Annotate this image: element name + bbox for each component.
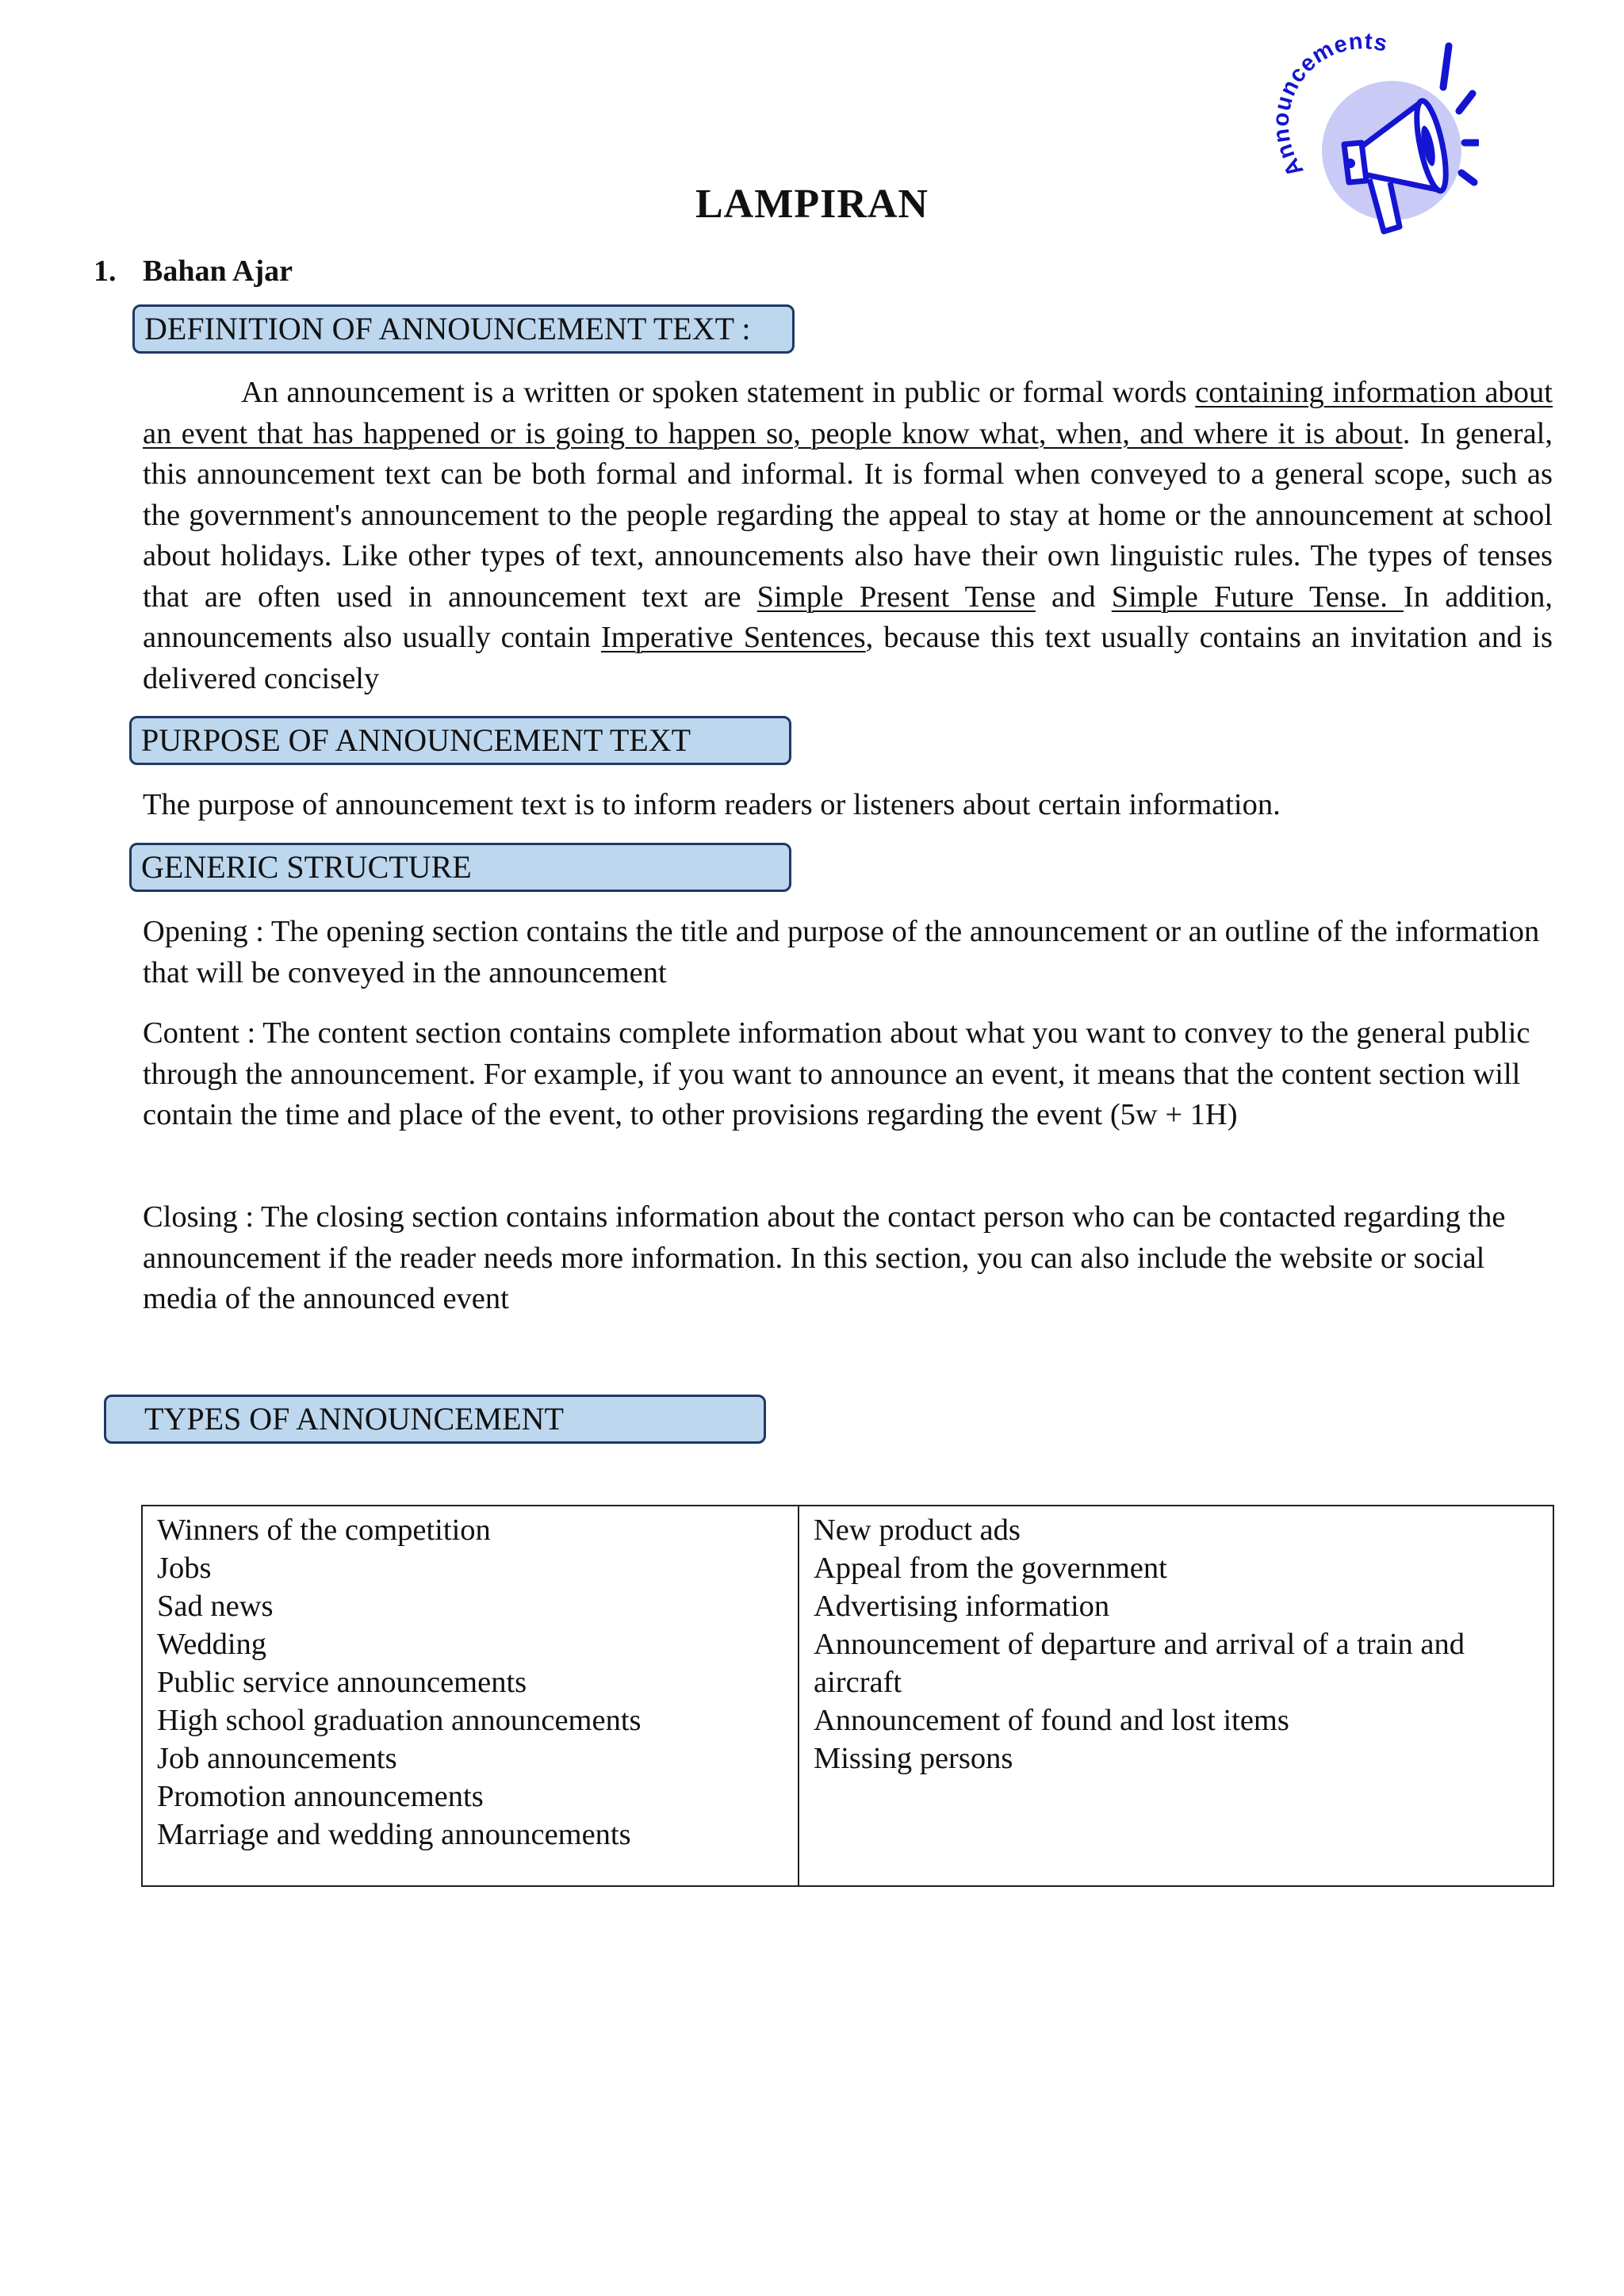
section-number: 1. [94,254,117,288]
definition-paragraph [143,373,1553,699]
list-item: Promotion announcements [157,1780,484,1813]
section-heading: Bahan Ajar [143,254,293,288]
content-paragraph: Content : The content section contains complete information about what you want to convey to the general public through the announcement. For example, if you want to announce an event, it means that the content section will contain the time and place of the event, to other provisions regarding the event (5w + 1H) [143,1016,1530,1131]
definition-text-2: . In general, this announcement text can be both formal and informal. It is formal when conveyed to a general scope, such as the government's announcement to the people regarding the appeal to stay at home or the announcement at school about holidays. Like other types of text, announcements also have their own linguistic rules. The types of tenses that are often used in announcement text are [143,416,1553,614]
list-item: Announcement of found and lost items [814,1704,1289,1737]
definition-label: DEFINITION OF ANNOUNCEMENT TEXT : [132,304,795,354]
generic-structure-label: GENERIC STRUCTURE [129,843,791,892]
closing-paragraph: Closing : The closing section contains information about the contact person who can be contacted regarding the announcement if the reader needs more information. In this section, you can also include the website or social media of the announced event [143,1200,1506,1315]
types-table [141,1505,1554,1887]
list-item: Winners of the competition [157,1513,491,1547]
opening-paragraph: Opening : The opening section contains the title and purpose of the announcement or an outline of the information that will be conveyed in the announcement [143,915,1540,989]
definition-underline-2: Simple Present Tense [756,580,1036,614]
list-item: Appeal from the government [814,1552,1167,1585]
list-item: Announcement of departure and arrival of a train and aircraft [814,1628,1465,1699]
list-item: High school graduation announcements [157,1704,642,1737]
types-right-column [799,1506,1553,1885]
list-item: Missing persons [814,1742,1013,1775]
list-item: Jobs [157,1552,212,1585]
list-item: Advertising information [814,1590,1110,1623]
definition-underline-3: Simple Future Tense. [1111,580,1404,614]
list-item: Wedding [157,1628,267,1661]
list-item: Sad news [157,1590,274,1623]
definition-text-5: , because this text usually contains an invitation and is delivered concisely [143,621,1553,695]
list-item: Job announcements [157,1742,397,1775]
definition-underline-4: Imperative Sentences [600,621,866,654]
page-title: LAMPIRAN [695,182,929,227]
list-item: New product ads [814,1513,1021,1547]
purpose-paragraph: The purpose of announcement text is to inform readers or listeners about certain information. [143,788,1281,821]
purpose-label: PURPOSE OF ANNOUNCEMENT TEXT [129,716,791,765]
list-item: Marriage and wedding announcements [157,1818,631,1851]
types-label: TYPES OF ANNOUNCEMENT [104,1395,766,1444]
types-left-column [143,1506,799,1885]
definition-text-1: An announcement is a written or spoken statement in public or formal words [241,376,1196,409]
logo-text: Announcements [1268,32,1391,182]
definition-text-3: and [1035,580,1112,614]
list-item: Public service announcements [157,1666,527,1699]
definition-underline-1: containing information about an event that has happened or is going to happen so, people know what, when, and where it is about [143,376,1553,450]
definition-text-4: In addition, announcements also usually contain [143,580,1553,654]
